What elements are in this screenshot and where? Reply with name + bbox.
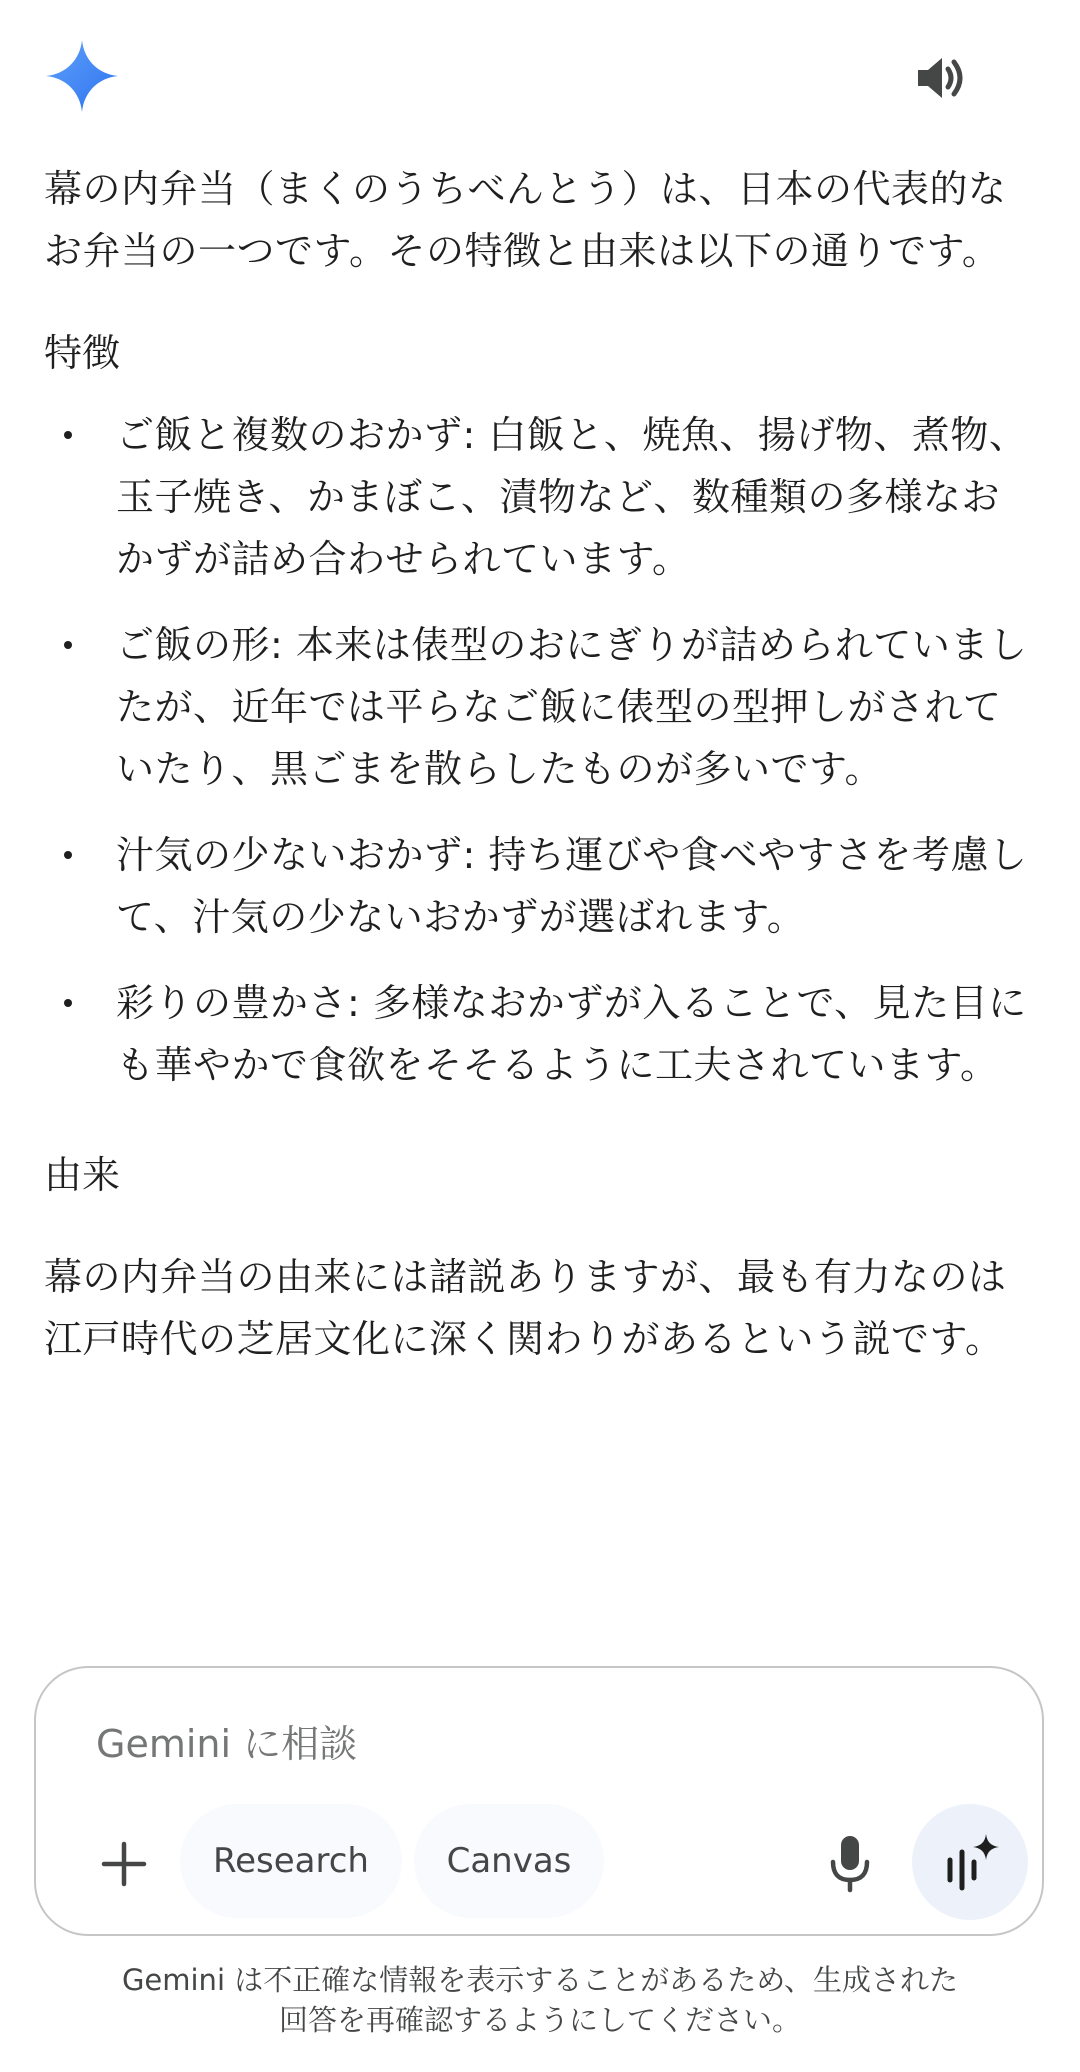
disclaimer-line-2: 回答を再確認するようにしてください。: [278, 2003, 801, 2037]
prompt-input[interactable]: [96, 1714, 956, 1774]
model-response: [44, 158, 1034, 1370]
list-item: [44, 824, 1034, 948]
plus-icon: [98, 1838, 150, 1890]
disclaimer-line-1: Gemini は不正確な情報を表示することがあるため、生成された: [121, 1963, 959, 1997]
disclaimer-text: [40, 1960, 1040, 2040]
response-intro: 幕の内弁当（まくのうちべんとう）は、日本の代表的なお弁当の一つです。その特徴と由来は以下の通りです。: [44, 167, 1007, 273]
bullet-dot: [64, 999, 72, 1007]
gemini-sparkle-icon: [44, 38, 120, 114]
list-item: [44, 404, 1034, 590]
bullet-dot: [64, 851, 72, 859]
canvas-chip-label: Canvas: [446, 1841, 572, 1881]
speaker-volume-icon[interactable]: [912, 50, 968, 106]
list-item-text: ご飯の形: 本来は俵型のおにぎりが詰められていましたが、近年では平らなご飯に俵型の型押しがされていたり、黒ごまを散らしたものが多いです。: [116, 623, 1028, 791]
research-chip-label: Research: [213, 1841, 369, 1881]
list-item: [44, 614, 1034, 800]
canvas-chip[interactable]: [414, 1804, 604, 1918]
features-heading: 特徴: [44, 331, 121, 375]
prompt-composer: [34, 1666, 1044, 1936]
list-item: [44, 972, 1034, 1096]
list-item-text: 彩りの豊かさ: 多様なおかずが入ることで、見た目にも華やかで食欲をそそるように工夫されています。: [116, 981, 1027, 1087]
gemini-live-icon: [938, 1830, 1002, 1894]
origin-heading: 由来: [44, 1153, 121, 1197]
add-attachment-button[interactable]: [80, 1820, 168, 1908]
microphone-icon: [826, 1834, 874, 1894]
bullet-dot: [64, 431, 72, 439]
features-list: [44, 404, 1034, 1096]
list-item-text: ご飯と複数のおかず: 白飯と、焼魚、揚げ物、煮物、玉子焼き、かまぼこ、漬物など、数種類の多様なおかずが詰め合わせられています。: [116, 413, 1028, 581]
bullet-dot: [64, 641, 72, 649]
top-bar: [0, 0, 1080, 150]
research-chip[interactable]: [180, 1804, 402, 1918]
list-item-text: 汁気の少ないおかず: 持ち運びや食べやすさを考慮して、汁気の少ないおかずが選ばれます。: [116, 833, 1028, 939]
gemini-live-button[interactable]: [912, 1804, 1028, 1920]
origin-text: 幕の内弁当の由来には諸説ありますが、最も有力なのは江戸時代の芝居文化に深く関わりがあるという説です。: [44, 1255, 1007, 1361]
microphone-button[interactable]: [806, 1820, 894, 1908]
